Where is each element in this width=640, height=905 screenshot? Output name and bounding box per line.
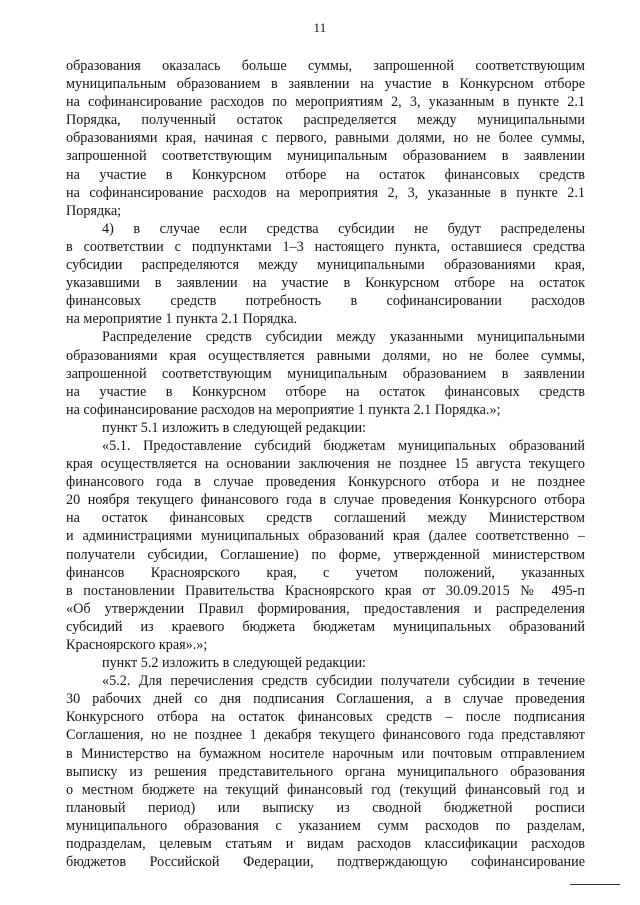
- text-line: «5.1. Предоставление субсидий бюджетам муниципальных образований: [102, 437, 585, 454]
- document-body: [66, 57, 585, 871]
- text-line: Красноярского края».»;: [66, 637, 208, 653]
- text-line: выписку из решения представительного органа муниципального образования: [66, 763, 585, 780]
- text-line: края осуществляется на основании заключения не позднее 15 августа текущего: [66, 456, 585, 473]
- text-line: образованиями края, начиная с первого, равными долями, но не более суммы,: [66, 130, 585, 147]
- text-line: в постановлении Правительства Красноярского края от 30.09.2015 № 495-п: [66, 582, 585, 599]
- text-line: на мероприятие 1 пункта 2.1 Порядка.: [66, 311, 298, 328]
- text-line: «5.2. Для перечисления средств субсидии получатели субсидии в течение: [102, 673, 585, 690]
- text-line: финансового года в случае проведения Конкурсного отбора и не позднее: [66, 474, 585, 491]
- text-line: на софинансирование расходов на мероприятия 2, 3, указанные в пункте 2.1: [66, 184, 585, 201]
- text-line: муниципального образования с указанием сумм расходов по разделам,: [66, 817, 585, 834]
- text-line: субсидии распределяются между муниципальными образованиями края,: [66, 257, 585, 274]
- text-line: на софинансирование расходов по мероприятиям 2, 3, указанным в пункте 2.1: [66, 94, 585, 111]
- text-line: пункт 5.1 изложить в следующей редакции:: [102, 419, 366, 436]
- text-line: образования оказалась больше суммы, запрошенной соответствующим: [66, 58, 585, 74]
- text-line: бюджетов Российской Федерации, подтверждающую софинансирование: [66, 854, 585, 871]
- text-line: о местном бюджете на текущий финансовый год (текущий финансовый год и: [66, 781, 585, 798]
- text-line: в соответствии с подпунктами 1–3 настоящего пункта, оставшиеся средства: [66, 238, 585, 255]
- text-line: получатели субсидии, Соглашение) по форме, утвержденной министерством: [66, 546, 585, 563]
- text-line: 30 рабочих дней со дня подписания Соглашения, а в случае проведения: [66, 691, 585, 708]
- text-line: и администрациями муниципальных образований края (далее соответственно –: [66, 528, 585, 545]
- text-line: на участие в Конкурсном отборе на остаток финансовых средств: [66, 166, 585, 183]
- text-line: на остаток финансовых средств соглашений между Министерством: [66, 510, 585, 527]
- text-line: субсидий из краевого бюджета бюджетам муниципальных образований: [66, 618, 585, 635]
- text-line: 20 ноября текущего финансового года в случае проведения Конкурсного отбора: [66, 492, 585, 509]
- text-line: на участие в Конкурсном отборе на остаток финансовых средств: [66, 383, 585, 400]
- text-line: Порядка, полученный остаток распределяется между муниципальными: [66, 112, 585, 129]
- text-line: муниципальным образованием в заявлении на участие в Конкурсном отборе: [66, 76, 585, 93]
- text-line: Соглашения, но не позднее 1 декабря текущего финансового года представляют: [66, 727, 585, 744]
- text-line: «Об утверждении Правил формирования, предоставления и распределения: [66, 600, 585, 617]
- text-line: пункт 5.2 изложить в следующей редакции:: [102, 655, 366, 672]
- text-line: Порядка;: [66, 202, 122, 219]
- footer-rule: [570, 884, 620, 885]
- text-line: запрошенной соответствующим муниципальным образованием в заявлении: [66, 365, 585, 382]
- text-line: финансов Красноярского края, с учетом положений, указанных: [66, 564, 585, 581]
- text-line: 4) в случае если средства субсидии не будут распределены: [102, 220, 585, 237]
- text-line: образованиями края осуществляется равными долями, но не более суммы,: [66, 347, 585, 364]
- text-line: Распределение средств субсидии между указанными муниципальными: [102, 329, 585, 346]
- text-line: финансовых средств потребность в софинансировании расходов: [66, 293, 585, 310]
- text-line: плановый период) или выписку из сводной бюджетной росписи: [66, 799, 585, 816]
- text-line: подразделам, целевым статьям и видам расходов классификации расходов: [66, 836, 585, 853]
- text-line: Конкурсного отбора на остаток финансовых средств – после подписания: [66, 709, 585, 726]
- text-line: на софинансирование расходов на мероприятие 1 пункта 2.1 Порядка.»;: [66, 401, 501, 418]
- text-line: в Министерство на бумажном носителе нарочным или почтовым отправлением: [66, 745, 585, 762]
- page-number: 11: [313, 20, 327, 35]
- text-line: запрошенной соответствующим муниципальным образованием в заявлении: [66, 148, 585, 165]
- text-line: указавшими в заявлении на участие в Конкурсном отборе на остаток: [66, 275, 585, 292]
